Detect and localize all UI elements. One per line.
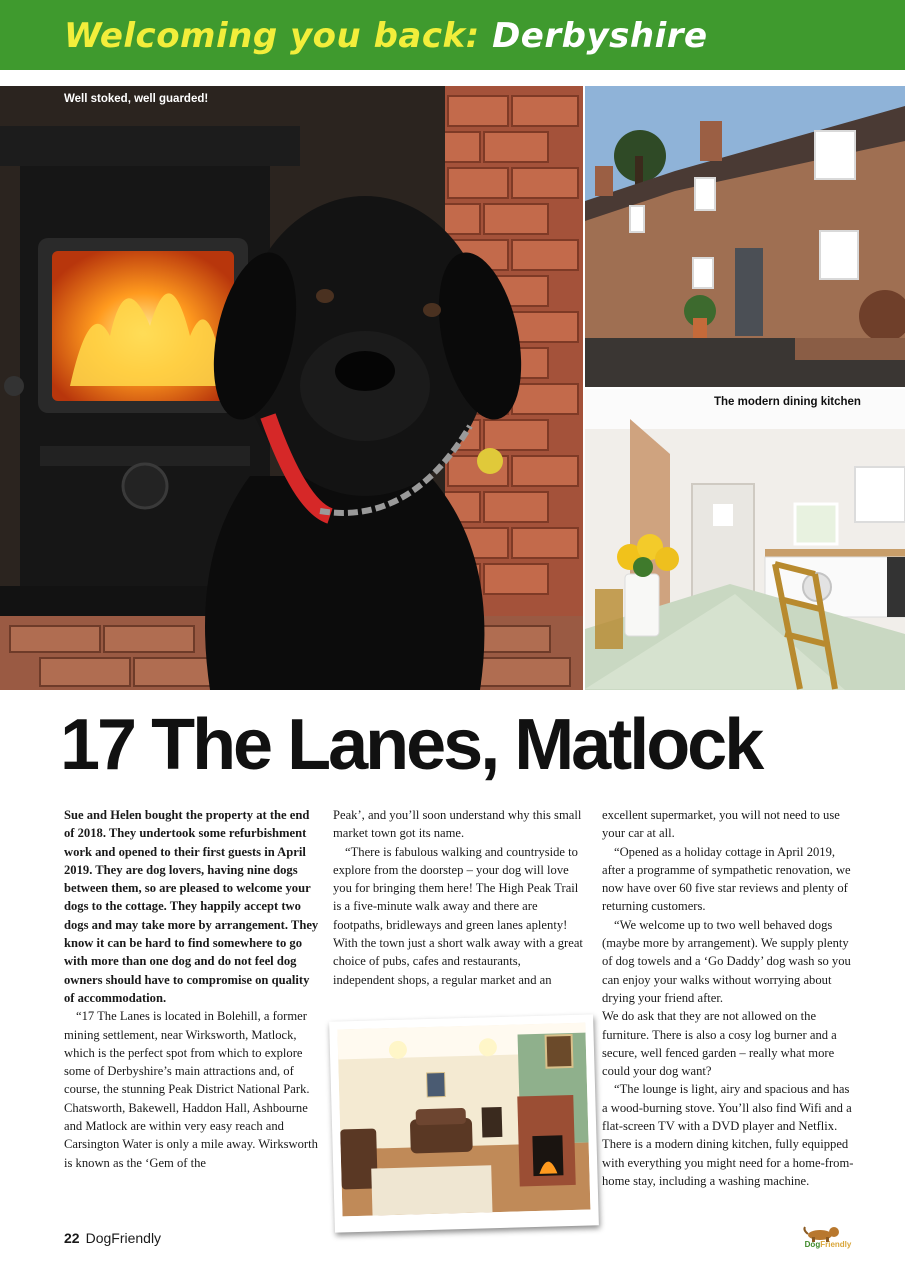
article-headline: 17 The Lanes, Matlock — [60, 705, 762, 785]
article-paragraph: “The lounge is light, airy and spacious and has a wood-burning stove. You’ll also find Wifi and a flat-screen TV with a DVD player and Netflix. There is a modern dining kitchen, fully equipped with everything you might need for a home-from-home stay, including a washing machine. — [602, 1082, 854, 1188]
caption-kitchen-photo: The modern dining kitchen — [714, 396, 861, 408]
article-column-3 — [602, 806, 858, 1190]
page-footer — [64, 1230, 161, 1246]
section-banner — [0, 0, 905, 70]
banner-title — [64, 12, 708, 60]
article-paragraph: We do ask that they are not allowed on the furniture. There is also a cosy log burner and a secure, well fenced garden – really what more could your dog want? — [602, 1009, 837, 1079]
article-column-1 — [64, 806, 322, 1172]
article-paragraph: “There is fabulous walking and countryside to explore from the doorstep – your dog will love you for bringing them here! The High Peak Trail is a five-minute walk away and there are footpaths, bridleways and green lanes aplenty! — [333, 844, 579, 932]
article-paragraph: Peak’, and you’ll soon understand why this small market town got its name. — [333, 808, 582, 841]
article-paragraph: “We welcome up to two well behaved dogs (maybe more by arrangement). We supply plenty of dog towels and a ‘Go Daddy’ dog wash so you can enjoy your walks without worrying about drying your friend after. — [602, 917, 851, 1005]
logo-wordmark — [800, 1240, 856, 1249]
banner-title-welcome: Welcoming you back: — [64, 16, 480, 56]
page-number: 22 — [64, 1230, 80, 1246]
article-paragraph: “Opened as a holiday cottage in April 2019, after a programme of sympathetic renovation, we now have over 60 five star reviews and plenty of returning customers. — [602, 844, 851, 914]
dogfriendly-logo — [800, 1226, 856, 1252]
article-paragraph: excellent supermarket, you will not need to use your car at all. — [602, 808, 840, 841]
article-paragraph: With the town just a short walk away with a great choice of pubs, cafes and restaurants, independent shops, a regular market and an — [333, 936, 583, 987]
photo-lounge — [329, 1014, 599, 1232]
banner-title-region: Derbyshire — [492, 16, 708, 56]
article-column-2 — [333, 806, 585, 989]
caption-dog-photo: Well stoked, well guarded! — [64, 93, 209, 105]
magazine-name: DogFriendly — [85, 1230, 162, 1246]
logo-wordmark-dog: Dog — [804, 1240, 821, 1249]
article-lead-paragraph: Sue and Helen bought the property at the end of 2018. They undertook some refurbishment work and opened to their first guests in April 2019. They are dog lovers, having nine dogs between them, so are pleased to welcome your dogs to the cottage. They happily accept two dogs and may take more by arrangement. They know it can be hard to find somewhere to go with more than one dog and do not feel dog owners should have to compromise on quality of accommodation. — [64, 808, 319, 1005]
article-paragraph: “17 The Lanes is located in Bolehill, a former mining settlement, near Wirksworth, Matlock, which is the perfect spot from which to explore some of Derbyshire’s main attractions and, of course, the stunning Peak District National Park. Chatsworth, Bakewell, Haddon Hall, Ashbourne and Matlock are within very easy reach and Carsington Water is only a mile away. Wirksworth is known as the ‘Gem of the — [64, 1009, 318, 1170]
photo-cottage-exterior — [585, 86, 905, 387]
logo-wordmark-friendly: Friendly — [820, 1240, 852, 1249]
photo-dining-kitchen — [585, 389, 905, 690]
photo-dog-by-fire — [0, 86, 583, 690]
